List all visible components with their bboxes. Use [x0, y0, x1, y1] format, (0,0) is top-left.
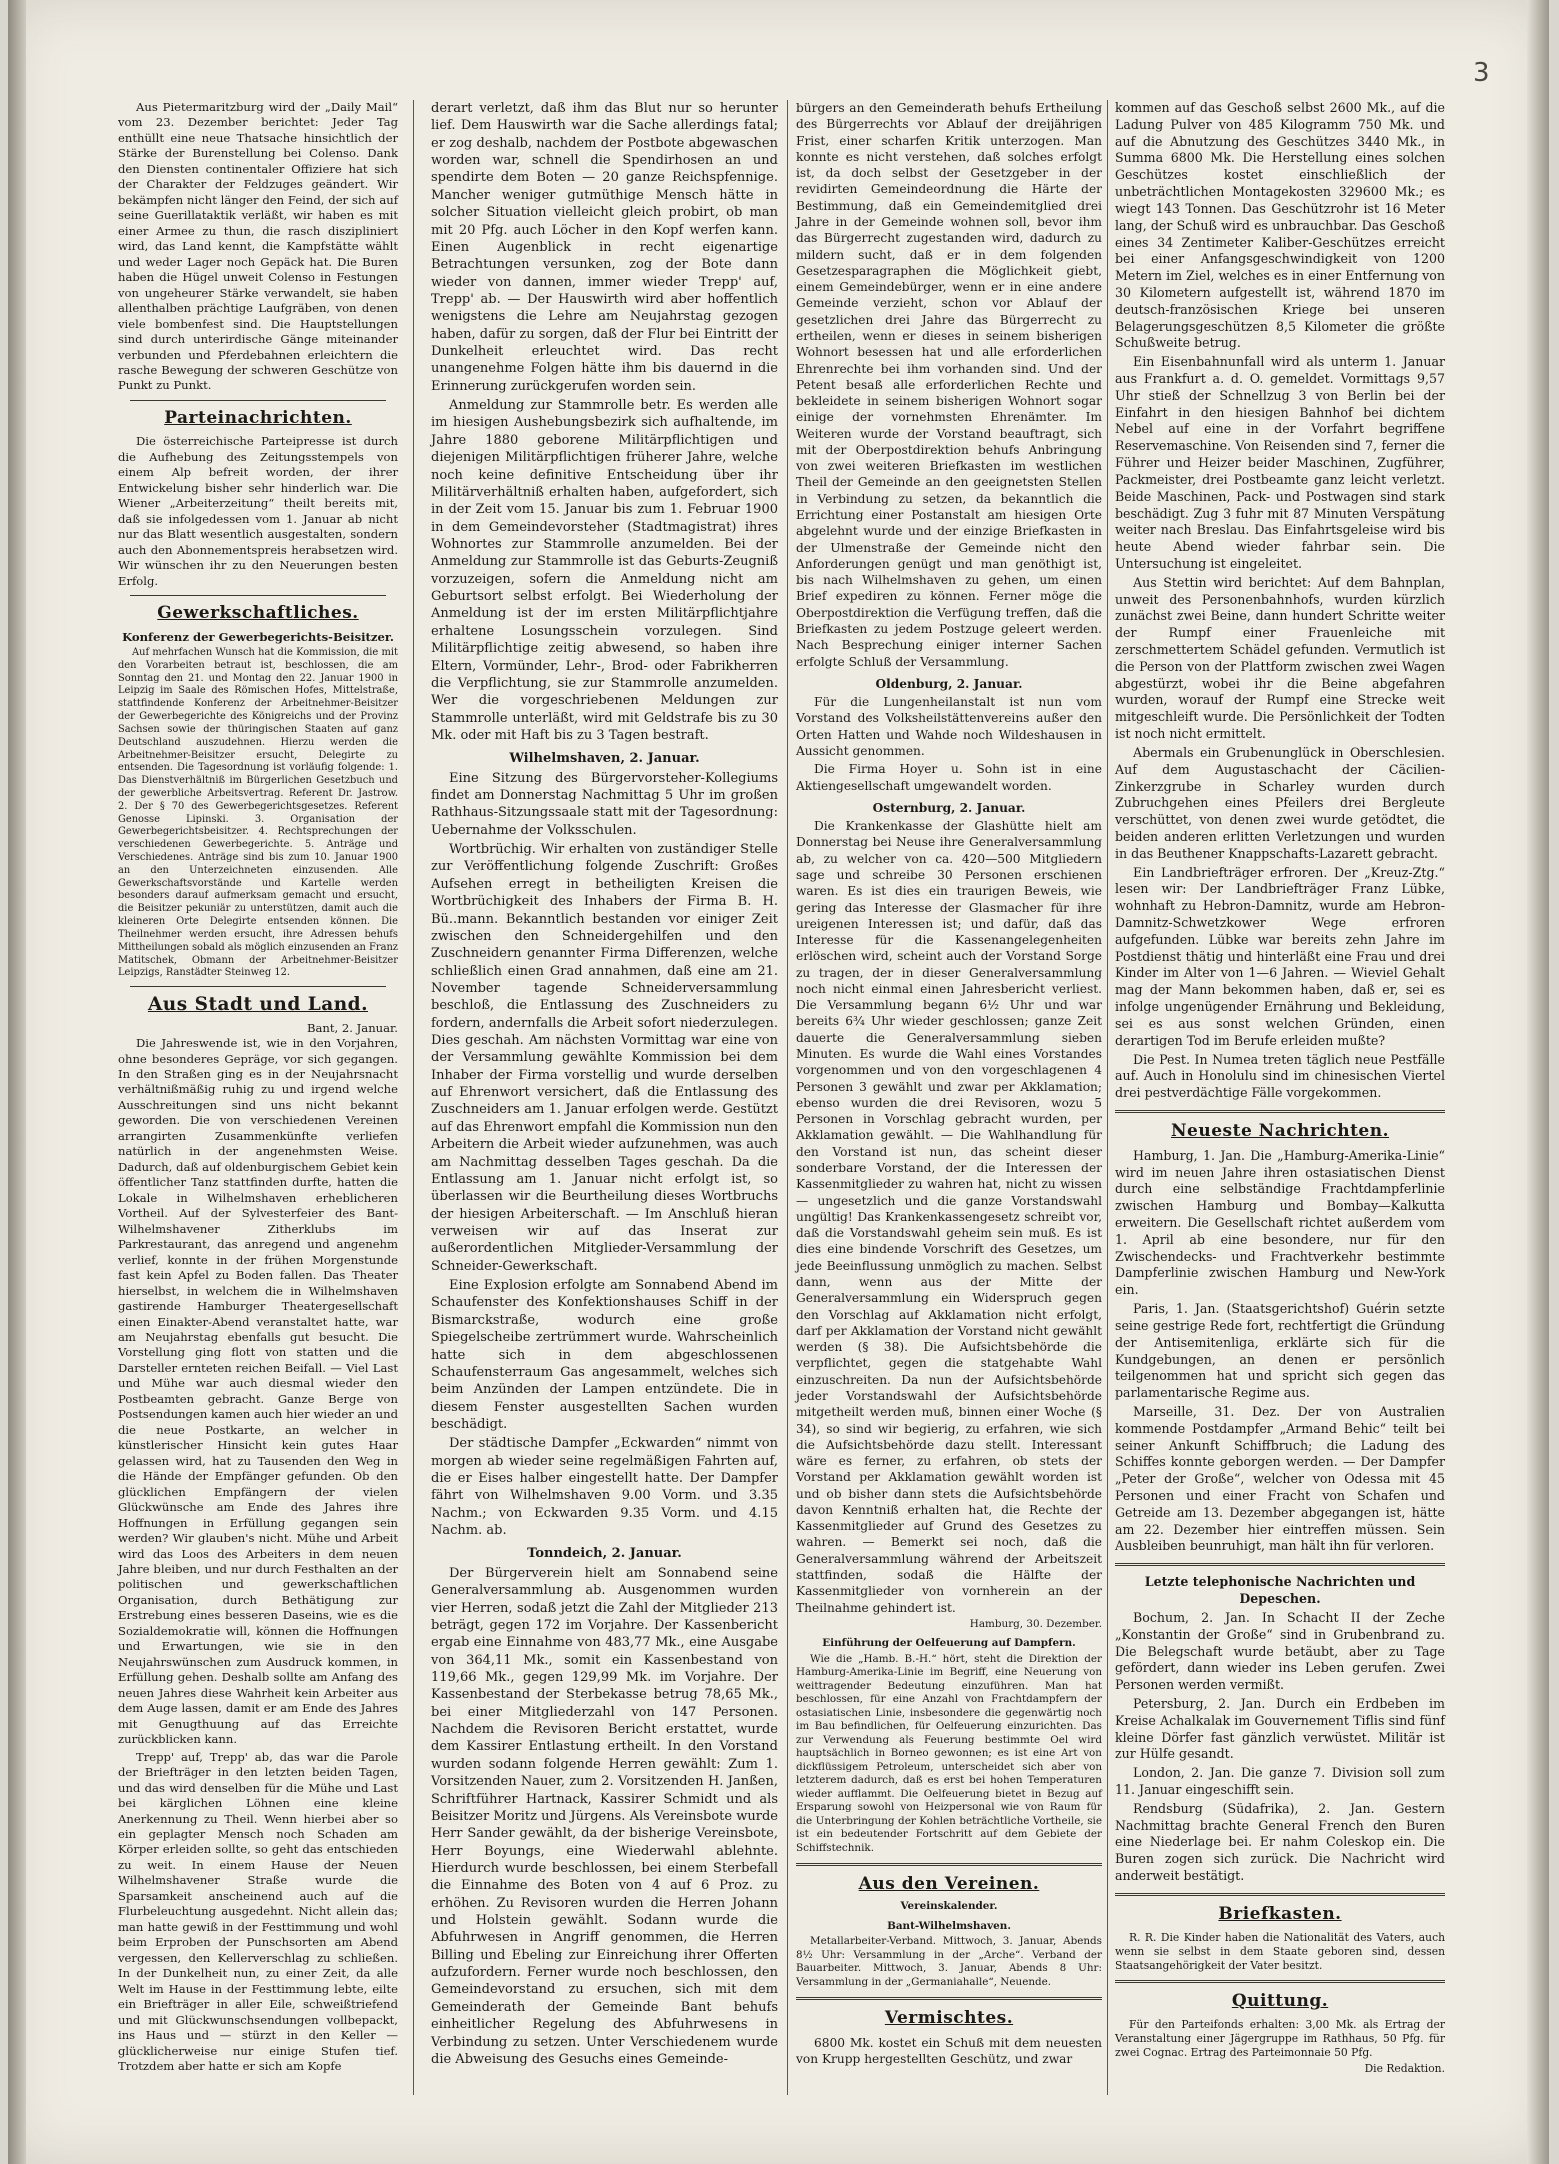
section-heading-stadt-und-land: Aus Stadt und Land.: [147, 994, 369, 1016]
article-krupp-continued: kommen auf das Geschoß selbst 2600 Mk., auf die Ladung Pulver von 485 Kilogramm 750 Mk. und auf die Abnutzung des Geschützes 3440 Mk., in Summa 6800 Mk. Die Herstellung eines solchen Geschützes kostet einschließlich der unbeträchtlichen Montagekosten 329600 Mk.; es wiegt 143 Tonnen. Das Geschützrohr ist 16 Meter lang, der Schuß wird es unbrauchbar. Das Geschoß eines 34 Zentimeter Kaliber-Geschützes erreicht bei einer Anfangsgeschwindigkeit von 1200 Metern im Ziel, welches es in einer Entfernung von 30 Kilometern aufgestellt ist, während 1870 im deutsch-französischen Kriege bei unseren Belagerungsgeschützen 8,5 Kilometer die größte Schußweite betrug.: [1115, 100, 1445, 351]
section-heading-quittung: Quittung.: [1231, 1991, 1329, 2012]
divider: [1115, 1563, 1445, 1566]
quittung-signature: Die Redaktion.: [1364, 2062, 1445, 2076]
page-number: 3: [1473, 58, 1490, 88]
section-heading-parteinachrichten: Parteinachrichten.: [164, 407, 352, 428]
article-landbrieftraeger: Ein Landbriefträger erfroren. Der „Kreuz-Ztg.“ lesen wir: Der Landbriefträger Franz Lübke, wohnhaft zu Hebron-Damnitz, wurde am Hebron-Damnitz-Schwetzkower Wege erfroren aufgefunden. Lübke war bereits zehn Jahre im Postdienst thätig und hinterläßt eine Frau und drei Kinder im Alter von 1—6 Jahren. — Wieviel Gehalt mag der Mann bekommen haben, daß er, sei es infolge ungenügender Ernährung und Bekleidung, sei es aus sonst welchen Gründen, einen derartigen Tod im Berufe erleiden mußte?: [1115, 864, 1445, 1048]
article-wortbruechig: Wortbrüchig. Wir erhalten von zuständiger Stelle zur Veröffentlichung folgende Zuschrift: Großes Aufsehen erregt in betheiligten Kreisen die Wortbrüchigkeit des Inhabers der Firma B. H. Bü..mann. Bekanntlich bestanden vor einiger Zeit zwischen den Schneidergehilfen und den Zuschneidern genannter Firma Differenzen, welche schließlich einen Grad annahmen, daß eine am 21. November tagende Schneiderversammlung beschloß, die Entlassung des Zuschneiders zu fordern, andernfalls die Arbeit sofort niederzulegen. Dies geschah. Am nächsten Vormittag war eine von der Versammlung gewählte Kommission bei dem Inhaber der Firma vorstellig und wurde derselben auf Ehrenwort versichert, daß die Entlassung des Zuschneiders am 1. Januar erfolgen werde. Gestützt auf das Ehrenwort empfahl die Kommission nun den Arbeitern die Arbeit wieder aufzunehmen, was auch am Nachmittag desselben Tages geschah. Da die Entlassung am 1. Januar nicht erfolgt ist, so überlassen wir die Beurtheilung dieses Wortbruchs der hiesigen Arbeiterschaft. — Im Anschluß hieran verweisen wir auf das Inserat zur außerordentlichen Mitglieder-Versammlung der Schneider-Gewerkschaft.: [431, 842, 778, 1274]
dateline-oldenburg: Oldenburg, 2. Januar.: [875, 676, 1023, 691]
column-4: [1115, 100, 1445, 2076]
article-jahreswende: Die Jahreswende ist, wie in den Vorjahren, ohne besonderes Gepräge, vor sich gegangen. In den Straßen ging es in der Neujahrsnacht verhältnißmäßig ruhig zu und irgend welche Ausschreitungen sind uns nicht bekannt geworden. Die von verschiedenen Vereinen arrangirten Zusammenkünfte verliefen natürlich in der angenehmsten Weise. Dadurch, daß auf oldenburgischem Gebiet kein öffentlicher Tanz stattfinden durfte, hatten die Lokale in Wilhelmshaven erheblicheren Vortheil. Auf der Sylvesterfeier des Bant-Wilhelmshavener Zitherklubs im Parkrestaurant, das anregend und angenehm verlief, konnte in der frühen Morgenstunde fast kein Apfel zu Boden fallen. Das Theater hierselbst, in welchem die in Wilhelmshaven gastirende Hamburger Theatergesellschaft einen Einakter-Abend veranstaltet hatte, war am Neujahrstag ebenfalls gut besucht. Die Vorstellung ging flott von statten und die Darsteller ernteten reichen Beifall. — Viel Last und Mühe war auch diesmal wieder den Postbeamten gebracht. Ganze Berge von Postsendungen kamen auch hier wieder an und die neue Postkarte, an welcher in künstlerischer Hinsicht kein gutes Haar gelassen wird, hat zu Tausenden den Weg in die Hände der Empfänger gefunden. Ob den glücklichen Empfängern der vielen Glückwünsche am Ende des Jahres ihre Hoffnungen in Erfüllung gegangen sein werden? Wir glauben's nicht. Mühe und Arbeit wird das Loos des Arbeiters in dem neuen Jahre bleiben, und nur durch Festhalten an der politischen und gewerkschaftlichen Organisation, durch Bethätigung zur Erstrebung eines besseren Daseins, wie es die Sozialdemokratie will, können die Hoffnungen und Erwartungen, wie sie in den Neujahrswünschen zum Ausdruck kommen, in Erfüllung gehen. Deshalb sollte am Anfang des neuen Jahres diese Wahrheit kein Arbeiter aus dem Auge lassen, damit er am Ende des Jahres mit Genugthuung auf das Erreichte zurückblicken kann.: [118, 1036, 398, 1747]
divider: [796, 1997, 1102, 2000]
section-heading-briefkasten: Briefkasten.: [1218, 1903, 1342, 1924]
article-title-oelfeuerung: Einführung der Oelfeuerung auf Dampfern.: [822, 1637, 1076, 1650]
divider: [1115, 1980, 1445, 1983]
section-heading-gewerkschaftliches: Gewerkschaftliches.: [157, 603, 359, 624]
article-lungenheilanstalt: Für die Lungenheilanstalt ist nun vom Vorstand des Volksheilstättenvereins außer den Orten Hatten und Wahde noch Wildeshausen in Aussicht genommen.: [796, 695, 1102, 758]
divider: [796, 1863, 1102, 1866]
article-buergerverein: Der Bürgerverein hielt am Sonnabend seine Generalversammlung ab. Ausgenommen wurden vier Herren, sodaß jetzt die Zahl der Mitglieder 213 beträgt, gegen 172 im Vorjahre. Der Kassenbericht ergab eine Einnahme von 483,77 Mk., eine Ausgabe von 364,11 Mk., somit ein Kassenbestand von 119,66 Mk., gegen 129,99 Mk. im Vorjahre. Der Kassenbestand der Sterbekasse betrug 78,65 Mk., bei einer Mitgliederzahl von 147 Personen. Nachdem die Revisoren Bericht erstattet, wurde dem Kassirer Entlastung ertheilt. In den Vorstand wurden sodann folgende Herren gewählt: Zum 1. Vorsitzenden Nauer, zum 2. Vorsitzenden H. Janßen, Schriftführer Hartnack, Kassirer Schmidt und als Beisitzer Moritz und Jürgens. Als Vereinsbote wurde Herr Sander gewählt, da der bisherige Vereinsbote, Herr Boyungs, eine Wiederwahl ablehnte. Hierdurch wurde beschlossen, bei einem Sterbefall die Einnahme des Boten von 4 auf 6 Proz. zu erhöhen. Zu Revisoren wurden die Herren Johann und Holstein gewählt. Sodann wurde die Abfuhrwesen in Angriff genommen, die Herren Billing und Ebeling zur Einreichung ihrer Offerten aufzufordern. Ferner wurde noch beschlossen, den Gemeindevorstand zu ersuchen, sich mit dem Gemeinderath der Gemeinde Bant behufs einheitlicher Regelung des Abfuhrwesens in Verbindung zu setzen. Unter Verschiedenem wurde die Abweisung des Gesuchs eines Gemeinde-: [431, 1565, 778, 2067]
article-parteipresse: Die österreichische Parteipresse ist durch die Aufhebung des Zeitungsstempels von einem Alp befreit worden, der ihrer Entwickelung bisher sehr hinderlich war. Die Wiener „Arbeiterzeitung“ theilt bereits mit, daß sie infolgedessen vom 1. Januar ab nicht nur das Blatt wesentlich ausgestalten, sondern auch den Abonnementspreis herabsetzen wird. Wir wünschen ihr zu den Neuerungen besten Erfolg.: [118, 434, 398, 588]
news-hamburg: Hamburg, 1. Jan. Die „Hamburg-Amerika-Linie“ wird im neuen Jahre ihren ostasiatischen Dienst durch eine selbständige Frachtdampferlinie zwischen Hamburg und Bombay—Kalkutta erweitern. Die Gesellschaft richtet außerdem vom 1. April ab eine besondere, nur für den Zwischendecks- und Frachtverkehr bestimmte Dampferlinie zwischen Hamburg und New-York ein.: [1115, 1147, 1445, 1298]
vereinskalender-entries: Metallarbeiter-Verband. Mittwoch, 3. Januar, Abends 8½ Uhr: Versammlung in der „Arche“. Verband der Bauarbeiter. Mittwoch, 3. Januar, Abends 8 Uhr: Versammlung in der „Germaniahalle“, Neuende.: [796, 1935, 1102, 1988]
article-oelfeuerung: Wie die „Hamb. B.-H.“ hört, steht die Direktion der Hamburg-Amerika-Linie im Begriff, eine Neuerung von weittragender Bedeutung einzuführen. Man hat beschlossen, für eine Anzahl von Frachtdampfern der ostasiatischen Linie, insbesondere die gegenwärtig noch im Bau befindlichen, für Oelfeuerung einzurichten. Das zur Verwendung als Feuerung bestimmte Oel wird hauptsächlich in Borneo gewonnen; es ist eine Art von dickflüssigem Petroleum, unterscheidet sich aber von letzterem dadurch, daß es erst bei hohen Temperaturen wieder aufflammt. Die Oelfeuerung bietet in Bezug auf Ersparung sowohl von Heizpersonal wie von Raum für die Unterbringung der Kohlen beträchtliche Vortheile, sie ist ein bedeutender Fortschritt auf dem Gebiete der Schiffstechnik.: [796, 1652, 1102, 1854]
section-heading-vermischtes: Vermischtes.: [884, 2008, 1014, 2029]
article-konferenz: Auf mehrfachen Wunsch hat die Kommission, die mit den Vorarbeiten betraut ist, beschlossen, die am Sonntag den 21. und Montag den 22. Januar 1900 in Leipzig im Saale des Römischen Hofes, Mittelstraße, stattfindende Konferenz der Arbeitnehmer-Beisitzer der Gewerbegerichte des Königreichs und der Provinz Sachsen sowie der thüringischen Staaten auf ganz Deutschland auszudehnen. Hierzu werden die Arbeitnehmer-Beisitzer ersucht, Delegirte zu entsenden. Die Tagesordnung ist vorläufig folgende: 1. Das Dienstverhältniß im Bürgerlichen Gesetzbuch und der gewerbliche Arbeitsvertrag. Referent Dr. Jastrow. 2. Der § 70 des Gewerbegerichtsgesetzes. Referent Genosse Lipinski. 3. Organisation der Gewerbegerichtsbeisitzer. 4. Rechtsprechungen der verschiedenen Gewerbegerichte. 5. Anträge und Verschiedenes. Anträge sind bis zum 10. Januar 1900 an den Unterzeichneten einzusenden. Alle Gewerkschaftsvorstände und Kartelle werden besonders darauf aufmerksam gemacht und ersucht, die Beisitzer pekuniär zu unterstützen, damit auch die kleineren Orte Delegirte entsenden können. Die Theilnehmer werden ersucht, ihre Adressen behufs Mittheilungen sobald als möglich einzusenden an Franz Matitschek, Obmann der Arbeitnehmer-Beisitzer Leipzigs, Ranstädter Steinweg 12.: [118, 647, 399, 979]
divider: [130, 986, 386, 987]
dateline-osternburg: Osternburg, 2. Januar.: [872, 800, 1026, 815]
dateline-hamburg: Hamburg, 30. Dezember.: [969, 1617, 1102, 1630]
news-rendsburg: Rendsburg (Südafrika), 2. Jan. Gestern Nachmittag brachte General French den Buren eine Niederlage bei. Er nahm Coleskop ein. Die Buren zogen sich zurück. Die Nachricht wird anderweit bestätigt.: [1115, 1800, 1445, 1884]
section-heading-vereine: Aus den Vereinen.: [858, 1874, 1040, 1895]
page-edge-right: [1527, 0, 1549, 2164]
article-title-konferenz: Konferenz der Gewerbegerichts-Beisitzer.: [122, 629, 394, 644]
quittung-text: Für den Parteifonds erhalten: 3,00 Mk. als Ertrag der Veranstaltung einer Jägergruppe im Rathhaus, 50 Pfg. für zwei Cognac. Ertrag des Parteimonnaie 50 Pfg.: [1115, 2018, 1445, 2060]
divider: [1115, 1110, 1445, 1113]
divider: [130, 595, 386, 596]
article-hoyer-sohn: Die Firma Hoyer u. Sohn ist in eine Aktiengesellschaft umgewandelt worden.: [796, 762, 1102, 793]
newspaper-page: [8, 0, 1549, 2164]
column-rule: [787, 100, 788, 2095]
article-explosion: Eine Explosion erfolgte am Sonnabend Abend im Schaufenster des Konfektionshauses Schiff in der Bismarckstraße, wodurch eine große Spiegelscheibe zertrümmert wurde. Wahrscheinlich hatte sich in dem abgeschlossenen Schaufensterraum Gas angesammelt, welches sich beim Anzünden der Lampen entzündete. Die in diesem Fenster ausgestellten Sachen wurden beschädigt.: [431, 1278, 778, 1432]
news-paris: Paris, 1. Jan. (Staatsgerichtshof) Guérin setzte seine gestrige Rede fort, rechtfertigt die Gründung der Antisemitenliga, erklärte sich für die Kundgebungen, an denen er persönlich teilgenommen hat und spricht sich gegen das parlamentarische Regime aus.: [1115, 1301, 1445, 1401]
article-stettin: Aus Stettin wird berichtet: Auf dem Bahnplan, unweit des Personenbahnhofs, wurden kürzlich zunächst zwei Beine, dann hundert Schritte weiter der Rumpf einer Frauenleiche mit zerschmettertem Schädel gefunden. Vermutlich ist die Person von der Plattform zwischen zwei Wagen abgestürzt, wobei ihr die Beine abgefahren wurden, worauf der Rumpf eine Strecke weit mitgeschleift wurde. Die Persönlichkeit der Todten ist noch nicht ermittelt.: [1115, 574, 1445, 742]
column-3: [796, 100, 1102, 2069]
news-bochum: Bochum, 2. Jan. In Schacht II der Zeche „Konstantin der Große“ sind in Grubenbrand zu. Die Belegschaft wurde betäubt, aber zu Tage gefördert, dann wieder ins Leben gerufen. Zwei Personen werden vermißt.: [1115, 1609, 1445, 1693]
dateline-tonndeich: Tonndeich, 2. Januar.: [527, 1546, 682, 1562]
article-pest: Die Pest. In Numea treten täglich neue Pestfälle auf. Auch in Honolulu sind im chinesischen Viertel drei pestverdächtige Fälle vorgekommen.: [1115, 1051, 1445, 1101]
dateline-wilhelmshaven: Wilhelmshaven, 2. Januar.: [509, 751, 700, 767]
article-grubenunglueck: Abermals ein Grubenunglück in Oberschlesien. Auf dem Augustaschacht der Cäcilien-Zinkerzgrube in Scharley wurden durch Zubruchgehen eines Pfeilers drei Bergleute verschüttet, von denen zwei wurde getödtet, die beiden anderen erlitten Verletzungen und wurden in das Beuthener Knappschafts-Lazarett gebracht.: [1115, 744, 1445, 861]
page-edge-left: [8, 0, 26, 2164]
article-buergervorsteher: Eine Sitzung des Bürgervorsteher-Kollegiums findet am Donnerstag Nachmittag 5 Uhr im großen Rathhaus-Sitzungssaale statt mit der Tagesordnung: Uebernahme der Volksschulen.: [431, 770, 778, 838]
dateline-bant: Bant, 2. Januar.: [306, 1020, 398, 1035]
article-stammrolle: Anmeldung zur Stammrolle betr. Es werden alle im hiesigen Aushebungsbezirk sich aufhaltende, im Jahre 1880 geborene Militärpflichtigen und diejenigen Militärpflichtigen früherer Jahre, welche noch keine definitive Entscheidung über ihr Militärverhältniß erhalten haben, aufgefordert, sich in der Zeit vom 15. Januar bis zum 1. Februar 1900 in dem Gemeindevorsteher (Stadtmagistrat) ihres Wohnortes zur Stammrolle anzumelden. Bei der Anmeldung zur Stammrolle ist das Geburts-Zeugniß vorzuzeigen, sofern die Anmeldung nicht am Geburtsort selbst erfolgt. Bei Wiederholung der Anmeldung ist der im ersten Militärpflichtjahre erhaltene Losungsschein vorzulegen. Sind Militärpflichtige zeitig abwesend, so haben ihre Eltern, Vormünder, Lehr-, Brod- oder Fabrikherren die Verpflichtung, sie zur Stammrolle anzumelden. Wer die vorgeschriebenen Meldungen zur Stammrolle unterläßt, wird mit Geldstrafe bis zu 30 Mk. oder mit Haft bis zu 3 Tagen bestraft.: [431, 398, 778, 743]
briefkasten-answer: R. R. Die Kinder haben die Nationalität des Vaters, auch wenn sie selbst in dem Staate geboren sind, dessen Staatsangehörigkeit der Vater besitzt.: [1115, 1930, 1445, 1972]
article-trepp-auf: Trepp' auf, Trepp' ab, das war die Parole der Briefträger in den letzten beiden Tagen, und das wird denselben für die Mühe und Last bei kärglichen Löhnen eine kleine Anerkennung zu Theil. Wenn hierbei aber so ein geplagter Mensch noch Schaden am Körper erleiden sollte, so geht das entschieden zu weit. In einem Hause der Neuen Wilhelmshavener Straße wurde die Sparsamkeit anscheinend auch auf die Flurbeleuchtung ausgedehnt. Nicht allein das; man hatte gewiß in der Festtimmung und wohl beim Erproben der Punschsorten am Abend vergessen, den Kellerverschlag zu schließen. In der Dunkelheit nun, zu einer Zeit, da alle Welt im Hause in der Festtimmung lebte, eilte ein Briefträger in aller Eile, schweißtriefend und mit Glückwunschsendungen vollbepackt, ins Haus und — stürzt in den Keller — glücklicherweise nur einige Stufen tief. Trotzdem aber hatte er sich am Kopfe: [118, 1749, 398, 2073]
column-2: [431, 100, 778, 2070]
news-london: London, 2. Jan. Die ganze 7. Division soll zum 11. Januar eingeschifft sein.: [1115, 1765, 1445, 1797]
section-heading-neueste-nachrichten: Neueste Nachrichten.: [1170, 1120, 1390, 1141]
article-buergerverein-continued: bürgers an den Gemeinderath behufs Ertheilung des Bürgerrechts vor Ablauf der dreijährigen Frist, einer scharfen Kritik unterzogen. Man konnte es nicht verstehen, daß solches erfolgt ist, da doch selbst der Gesetzgeber in der revidirten Gemeindeordnung die Härte der Bestimmung, daß ein Gemeindemitglied drei Jahre in der Gemeinde wohnen soll, bevor ihm das Bürgerrecht zugestanden wird, dadurch zu mildern sucht, daß er in dem folgenden Gesetzesparagraphen die Möglichkeit giebt, einem Gemeindebürger, wenn er in eine andere Gemeinde verzieht, schon vor Ablauf der gesetzlichen drei Jahre das Bürgerrecht zu ertheilen, wenn er dieses in seinem bisherigen Wohnort besessen hat und alle erforderlichen Ehrenrechte bei ihm vorhanden sind. Und der Petent besaß alle erforderlichen Rechte und bekleidete in seinem bisherigen Wohnort sogar einige der vornehmsten Ehrenämter. Im Weiteren wurde der Vorstand beauftragt, sich mit der Oberpostdirektion behufs Anbringung von zwei weiteren Briefkasten im westlichen Theil der Gemeinde an den geeignetsten Stellen in Verbindung zu setzen, da bekanntlich die Errichtung einer Postanstalt am hiesigen Orte abgelehnt wurde und der einzige Briefkasten in der Ulmenstraße der Gemeinde nicht den Anforderungen genügt und man genöthigt ist, bis nach Wilhelmshaven zu gehen, um einen Brief expediren zu können. Ferner möge die Oberpostdirektion die Verfügung treffen, daß die Briefkasten zu jedem Postzuge geleert werden. Nach Besprechung einiger interner Sachen erfolgte Schluß der Versammlung.: [796, 101, 1102, 669]
vereinskalender-title: Vereinskalender.: [900, 1900, 998, 1913]
article-pietermaritzburg: Aus Pietermaritzburg wird der „Daily Mail“ vom 23. Dezember berichtet: Jeder Tag enthüllt eine neue Thatsache hinsichtlich der Stärke der Burenstellung bei Colenso. Dank den Diensten continentaler Offiziere hat sich der Charakter der Feldzuges geändert. Wir bekämpfen nicht länger den Feind, der sich auf seine Guerillataktik verläßt, wir haben es mit einer Armee zu thun, die rasch diszipliniert wird, das Land kennt, die Kampfstätte wählt und weder Lager noch Gepäck hat. Die Buren haben die Hügel unweit Colenso in Festungen von ungeheurer Stärke verwandelt, sie haben allenthalben prächtige Laufgräben, von denen viele bombenfest sind. Die Hauptstellungen sind durch unterirdische Gänge miteinander verbunden und Pferdebahnen erleichtern die rasche Bewegung der schweren Geschütze von Punkt zu Punkt.: [118, 100, 398, 393]
article-krankenkasse: Die Krankenkasse der Glashütte hielt am Donnerstag bei Neuse ihre Generalversammlung ab, zu welcher von ca. 420—500 Mitgliedern sage und schreibe 30 Personen erschienen waren. Es ist dies ein traurigen Beweis, wie gering das Interesse der Glasmacher für ihre ureigenen Interessen ist; und dafür, daß das Interesse für die Kassenangelegenheiten erlöschen wird, scheint auch der Vorstand Sorge zu tragen, der in dieser Generalversammlung noch nicht einmal einen Jahresbericht verliest. Die Versammlung begann 6½ Uhr und war bereits 6¾ Uhr wieder geschlossen; ganze Zeit dauerte die Generalversammlung sieben Minuten. Es wurde die Wahl eines Vorstandes vorgenommen und von den vorgeschlagenen 4 Personen 3 gewählt und zwar per Akklamation; ebenso wurden die drei Revisoren, wozu 5 Personen in Vorschlag gebracht wurden, per Akklamation gewählt. — Die Wahlhandlung für den Vorstand ist nun, das scheint dieser sonderbare Vorstand, der die Interessen der Kassenmitglieder zu wahren hat, nicht zu wissen — ungesetzlich und die ganze Vorstandswahl ungültig! Das Krankenkassengesetz schreibt vor, daß die Vorstandswahl geheim sein muß. Es ist dies eine bindende Vorschrift des Gesetzes, um jede Beeinflussung unmöglich zu machen. Selbst dann, wenn aus der Mitte der Generalversammlung ein Widerspruch gegen den Vorschlag auf Akklamation nicht erfolgt, darf per Akklamation der Vorstand nicht gewählt werden (§ 38). Die Aufsichtsbehörde die verpflichtet, gegen die statgehabte Wahl einzuschreiten. Da nun der Aufsichtsbehörde jeder Vorstandswahl der Aufsichtsbehörde mitgetheilt werden muß, binnen einer Woche (§ 34), so sind wir begierig, zu erfahren, wie sich die Aufsichtsbehörde dazu stellt. Interessant wäre es ferner, zu erfahren, ob stets der Vorstand per Akklamation gewählt worden ist und ob bisher dann stets die Aufsichtsbehörde davon Kenntniß erhalten hat, die Rechte der Kassenmitglieder auf Grund des Gesetzes zu wahren. — Bemerkt sei noch, daß die Generalversammlung während der Arbeitszeit stattfinden, sodaß die Hälfte der Kassenmitglieder von vornherein an der Theilnahme gehindert ist.: [796, 819, 1102, 1615]
article-dampfer-eckwarden: Der städtische Dampfer „Eckwarden“ nimmt von morgen ab wieder seine regelmäßigen Fahrten auf, die er Eises halber eingestellt hatte. Der Dampfer fährt von Wilhelmshaven 9.00 Vorm. und 3.35 Nachm.; von Eckwarden 9.35 Vorm. und 4.15 Nachm. ab.: [431, 1436, 778, 1539]
divider: [1115, 1893, 1445, 1896]
column-rule: [413, 100, 414, 2095]
vereinskalender-location: Bant-Wilhelmshaven.: [887, 1919, 1011, 1932]
column-1: [118, 100, 398, 2076]
section-heading-depeschen: Letzte telephonische Nachrichten und Depeschen.: [1144, 1574, 1416, 1607]
column-rule: [1107, 100, 1108, 2095]
divider: [130, 400, 386, 401]
news-marseille: Marseille, 31. Dez. Der von Australien kommende Postdampfer „Armand Behic“ teilt bei seiner Ankunft Schiffbruch; die Ladung des Schiffes konnte geborgen werden. — Der Dampfer „Peter der Große“, welcher von Odessa mit 45 Personen und einer Fracht von Schafen und Getreide am 13. Dezember abgegangen ist, hätte am 22. Dezember hier eintreffen müssen. Sein Ausbleiben beunruhigt, man hält ihn für verloren.: [1115, 1403, 1445, 1554]
article-trepp-auf-continued: derart verletzt, daß ihm das Blut nur so herunter lief. Dem Hauswirth war die Sache allerdings fatal; er zog deshalb, nachdem der Postbote abgewaschen worden war, schnell die Spendirhosen an und spendirte dem Boten — 20 ganze Reichspfennige. Mancher weniger gutmüthige Mensch hätte in solcher Situation vielleicht gleich probirt, ob man mit 20 Pfg. auch Löcher in den Kopf werfen kann. Einen Augenblick in recht eigenartige Betrachtungen versunken, zog der Bote dann wieder von dannen, immer wieder Trepp' auf, Trepp' ab. — Der Hauswirth wird aber hoffentlich wenigstens die Lehre am Neujahrstag gezogen haben, dafür zu sorgen, daß der Flur bei Eintritt der Dunkelheit erleuchtet wird. Das recht unangenehme Folgen hätte ihm bis dauernd in die Erinnerung zurückgerufen worden sein.: [431, 101, 778, 394]
article-krupp-geschuetz: 6800 Mk. kostet ein Schuß mit dem neuesten von Krupp hergestellten Geschütz, und zwar: [796, 2035, 1102, 2066]
news-petersburg: Petersburg, 2. Jan. Durch ein Erdbeben im Kreise Achalkalak im Gouvernement Tiflis sind fünf kleine Dörfer fast gänzlich verwüstet. Militär ist zur Hülfe gesandt.: [1115, 1695, 1445, 1762]
article-eisenbahnunfall: Ein Eisenbahnunfall wird als unterm 1. Januar aus Frankfurt a. d. O. gemeldet. Vormittags 9,57 Uhr stieß der Schnellzug 3 von Berlin bei der Einfahrt in den hiesigen Bahnhof bei dichtem Nebel auf eine in der Vorfahrt begriffene Reservemaschine. Von Reisenden sind 7, ferner die Führer und Heizer beider Maschinen, Zugführer, Packmeister, drei Postbeamte ganz leicht verletzt. Beide Maschinen, Pack- und Postwagen sind stark beschädigt. Zug 3 fuhr mit 87 Minuten Verspätung weiter nach Breslau. Das Einfahrtsgeleise wird bis heute Abend wieder fahrbar sein. Die Untersuchung ist eingeleitet.: [1115, 354, 1445, 571]
